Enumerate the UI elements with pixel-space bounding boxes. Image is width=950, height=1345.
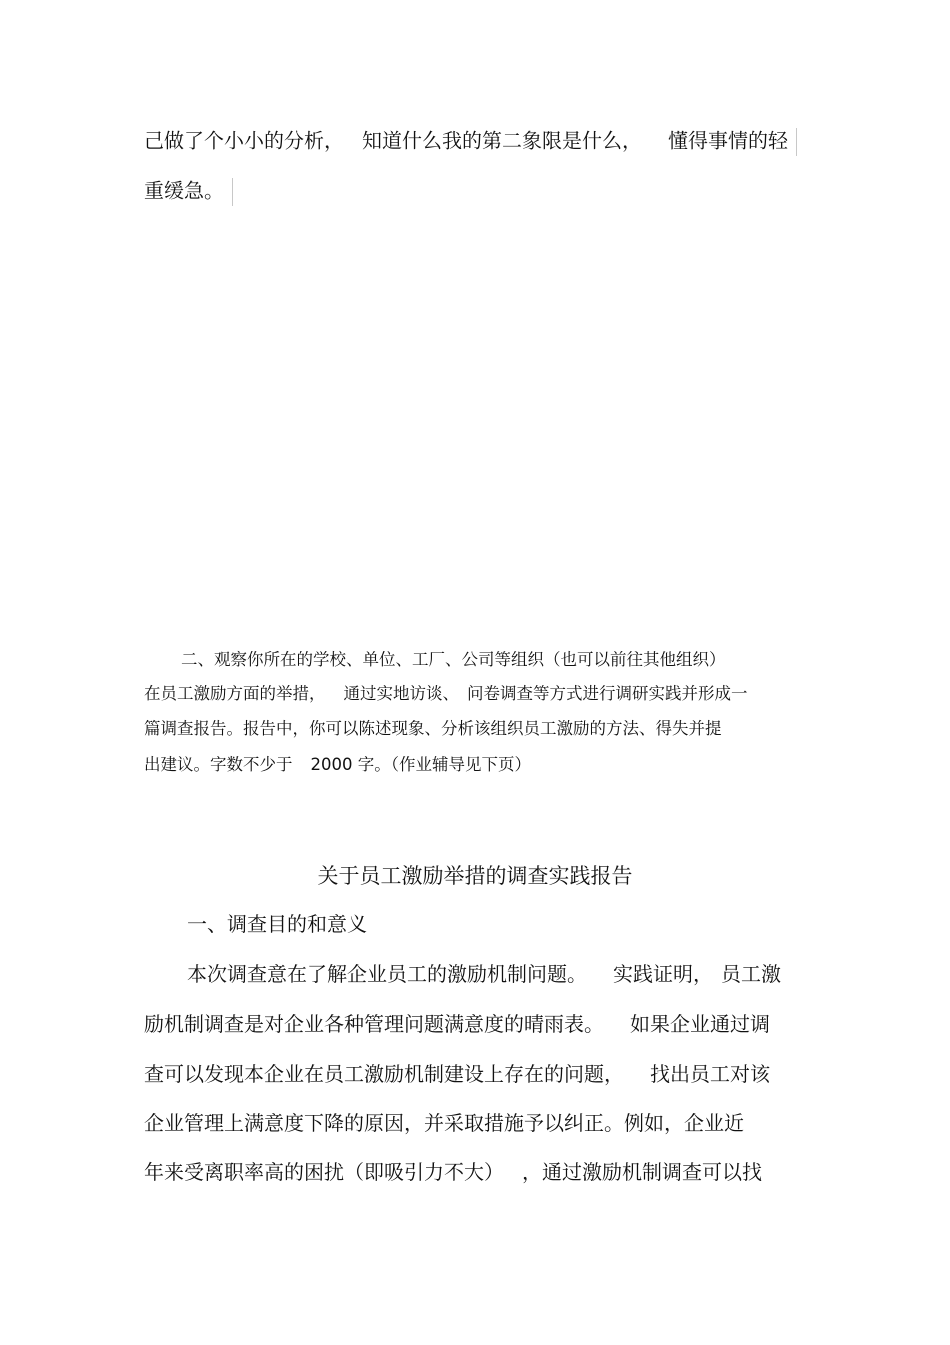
paragraph-text: 找出员工对该 [650,1062,770,1086]
assignment-text: 篇调查报告。报告中，你可以陈述现象、分析该组织员工激励的方法、得失并提 [144,719,722,738]
paragraph-line-4 [144,1111,744,1135]
assignment-text: 在员工激励方面的举措， [144,684,326,703]
text-cursor-mark [796,128,797,156]
fragment-line-2 [144,178,233,206]
section-heading: 一、调查目的和意义 [187,912,367,936]
paragraph-text: 员工激 [721,962,781,986]
paragraph-text: 如果企业通过调 [630,1012,770,1036]
fragment-line-1 [144,128,797,156]
assignment-line-1 [181,650,726,670]
text-cursor-mark [232,178,233,206]
assignment-text: 通过实地访谈、 [343,684,459,703]
paragraph-line-5 [144,1160,762,1184]
paragraph-line-2 [144,1012,770,1036]
assignment-line-3 [144,719,722,739]
paragraph-text: 查可以发现本企业在员工激励机制建设上存在的问题， [144,1062,624,1086]
assignment-text: 出建议。字数不少于 [144,755,293,774]
fragment-text: 重缓急。 [144,178,224,203]
paragraph-line-3 [144,1062,770,1086]
fragment-text: 懂得事情的轻 [668,128,788,153]
paragraph-text: 实践证明， [613,962,713,986]
paragraph-text: ，通过激励机制调查可以找 [522,1160,762,1184]
fragment-text: 己做了个小小的分析， [144,128,344,153]
fragment-text: 知道什么我的第二象限是什么， [362,128,642,153]
paragraph-text: 年来受离职率高的困扰（即吸引力不大） [144,1160,504,1184]
paragraph-line-1 [187,962,781,986]
assignment-line-2 [144,684,748,704]
assignment-text: 问卷调查等方式进行调研实践并形成一 [467,684,748,703]
paragraph-text: 本次调查意在了解企业员工的激励机制问题。 [187,962,587,986]
report-title: 关于员工激励举措的调查实践报告 [317,864,633,888]
paragraph-text: 励机制调查是对企业各种管理问题满意度的晴雨表。 [144,1012,604,1036]
assignment-text: 二、观察你所在的学校、单位、工厂、公司等组织（也可以前往其他组织） [181,650,726,669]
paragraph-text: 企业管理上满意度下降的原因，并采取措施予以纠正。例如，企业近 [144,1111,744,1135]
assignment-line-4 [144,755,531,775]
assignment-text: 2000 字。（作业辅导见下页） [310,755,531,774]
